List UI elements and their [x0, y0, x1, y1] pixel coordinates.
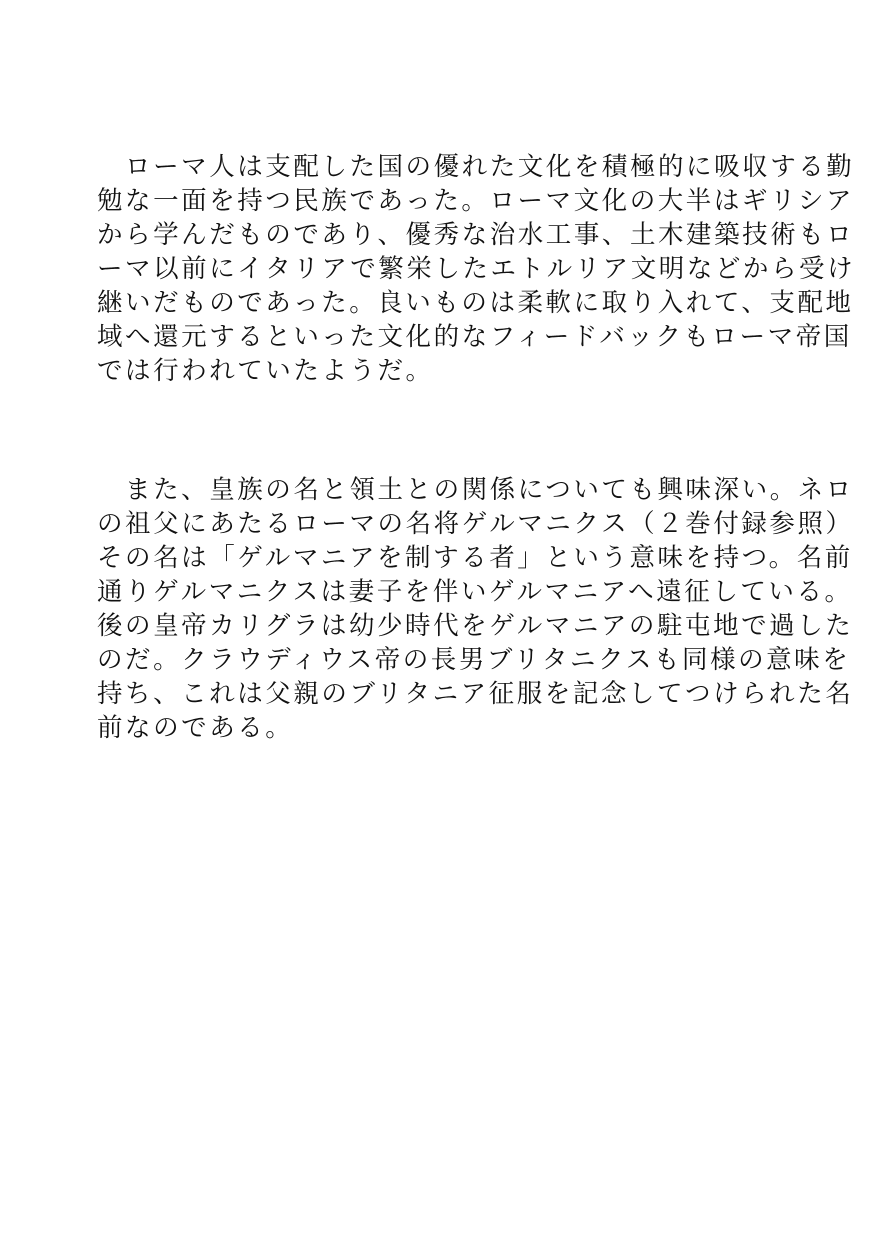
text-line: ローマ人は支配した国の優れた文化を積極的に吸収する勤 [97, 152, 855, 182]
text-line: 通りゲルマニクスは妻子を伴いゲルマニアへ遠征している。 [97, 577, 853, 607]
text-line: ーマ以前にイタリアで繁栄したエトルリア文明などから受け [97, 254, 856, 284]
text-line: 後の皇帝カリグラは幼少時代をゲルマニアの駐屯地で過した [97, 611, 854, 641]
text-line: その名は「ゲルマニアを制する者」という意味を持つ。名前 [97, 543, 853, 573]
text-line: のだ。クラウディウス帝の長男ブリタニクスも同様の意味を [97, 645, 851, 675]
text-line: から学んだものであり、優秀な治水工事、土木建築技術もロ [97, 220, 855, 250]
paragraph-roman-culture [97, 150, 856, 388]
text-line: 継いだものであった。良いものは柔軟に取り入れて、支配地 [97, 288, 854, 318]
paragraph-imperial-names [97, 473, 854, 745]
text-line: 勉な一面を持つ民族であった。ローマ文化の大半はギリシア [97, 186, 855, 216]
text-line: また、皇族の名と領土との関係についても興味深い。ネロ [97, 475, 854, 505]
text-line: では行われていたようだ。 [97, 356, 434, 386]
text-line: 域へ還元するといった文化的なフィードバックもローマ帝国 [97, 322, 852, 352]
text-line: 持ち、これは父親のブリタニア征服を記念してつけられた名 [97, 679, 854, 709]
text-line: の祖父にあたるローマの名将ゲルマニクス（２巻付録参照） [97, 509, 854, 539]
text-line: 前なのである。 [97, 713, 294, 743]
